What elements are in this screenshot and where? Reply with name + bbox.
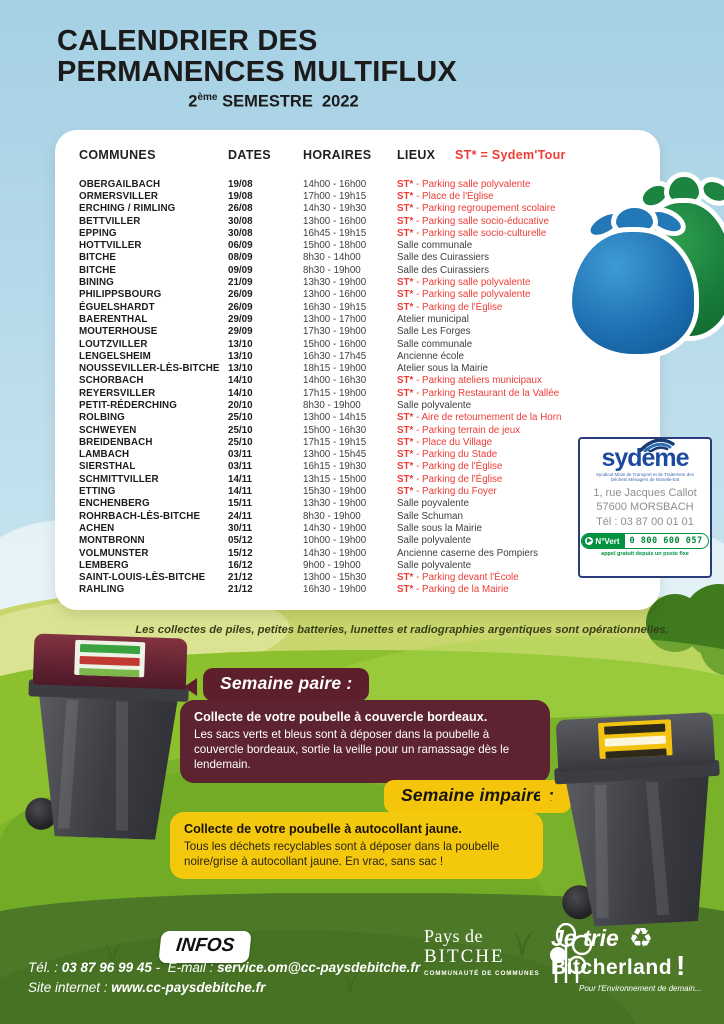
cell-time: 18h15 - 19h00 — [303, 363, 367, 375]
email-address: service.om@cc-paysdebitche.fr — [217, 960, 421, 975]
semaine-impaire-banner: Semaine impaire : — [384, 780, 571, 813]
cell-place: ST* - Parking de l'Église — [397, 473, 503, 485]
table-row — [79, 535, 660, 547]
cell-date: 21/12 — [228, 572, 253, 584]
bin-label — [74, 639, 146, 677]
table-row — [79, 375, 660, 387]
poster-title — [57, 26, 497, 88]
cell-date: 14/11 — [228, 486, 252, 498]
cell-commune: MONTBRONN — [79, 535, 145, 547]
sydeme-waves-icon — [639, 436, 675, 452]
cell-time: 13h00 - 15h30 — [303, 572, 367, 584]
sydeme-address-line1: 1, rue Jacques Callot — [593, 486, 697, 499]
cell-date: 03/11 — [228, 461, 252, 473]
cell-time: 17h00 - 19h15 — [303, 190, 367, 202]
cell-place: Salle Schuman — [397, 510, 463, 522]
cell-commune: PETIT-RÉDERCHING — [79, 399, 177, 411]
table-row — [79, 178, 660, 190]
arrow-left-icon — [184, 678, 197, 696]
cell-place: ST* - Parking ateliers municipaux — [397, 375, 542, 387]
cell-date: 09/09 — [228, 264, 253, 276]
contact-line2 — [28, 980, 265, 995]
trie-text2: Bitcherland — [551, 956, 673, 979]
tel-label: Tél. : — [28, 960, 62, 975]
sydeme-contact-box — [578, 437, 712, 578]
cell-time: 15h00 - 16h30 — [303, 424, 367, 436]
cell-date: 25/10 — [228, 412, 253, 424]
semaine-impaire-box — [170, 812, 543, 879]
cell-commune: HOTTVILLER — [79, 240, 142, 252]
cell-place: ST* - Parking salle socio-éducative — [397, 215, 549, 227]
cell-commune: ACHEN — [79, 522, 115, 534]
cell-place: ST* - Parking de la Mairie — [397, 584, 509, 596]
bin-groove — [594, 784, 609, 918]
bin-lid-bordeaux — [32, 633, 187, 689]
bag-knot — [669, 177, 698, 204]
cell-date: 16/12 — [228, 559, 253, 571]
nvert-label: N°Vert — [595, 536, 620, 546]
header-legend: ST* = Sydem'Tour — [455, 148, 566, 162]
table-row — [79, 522, 660, 534]
numero-vert-badge — [581, 533, 708, 549]
table-row — [79, 399, 660, 411]
cell-time: 15h00 - 18h00 — [303, 240, 367, 252]
bin-body — [34, 692, 178, 840]
title-line2: PERMANENCES MULTIFLUX — [57, 56, 457, 88]
cell-commune: OBERGAILBACH — [79, 178, 161, 190]
cell-place: ST* - Parking de l'Église — [397, 301, 503, 313]
cell-place: Salle communale — [397, 240, 473, 252]
table-row — [79, 412, 660, 424]
recycle-icon: ♻ — [628, 923, 653, 953]
trash-bag-blue-illustration — [572, 202, 694, 354]
cell-date: 30/08 — [228, 227, 253, 239]
cell-date: 03/11 — [228, 449, 252, 461]
cell-date: 13/10 — [228, 363, 253, 375]
collections-note: Les collectes de piles, petites batteries, lunettes et radiographies argentiques sont opérationnelles. — [135, 624, 669, 636]
table-row — [79, 572, 660, 584]
cell-date: 26/09 — [228, 289, 253, 301]
cell-commune: SCHMITTVILLER — [79, 473, 159, 485]
table-row — [79, 387, 660, 399]
paire-box-title — [194, 709, 536, 726]
label-stripe — [80, 644, 139, 654]
bin-groove — [116, 701, 128, 831]
cell-place: Salle polyvalente — [397, 559, 472, 571]
table-row — [79, 473, 660, 485]
subtitle-sup: ème — [197, 92, 218, 103]
cell-time: 17h15 - 19h00 — [303, 387, 367, 399]
nvert-number: 0 800 600 057 — [629, 536, 703, 547]
label-stripe — [605, 748, 666, 759]
cell-time: 16h30 - 19h15 — [303, 301, 367, 313]
cell-place: ST* - Aire de retournement de la Horn — [397, 412, 562, 424]
cell-commune: REYERSVILLER — [79, 387, 156, 399]
cell-commune: SCHORBACH — [79, 375, 144, 387]
cell-time: 8h30 - 19h00 — [303, 510, 361, 522]
cell-place: ST* - Parking salle polyvalente — [397, 277, 531, 289]
cell-date: 29/09 — [228, 326, 253, 338]
cell-commune: VOLMUNSTER — [79, 547, 149, 559]
poster-subtitle — [57, 92, 490, 112]
cell-date: 19/08 — [228, 178, 253, 190]
cell-place: ST* - Parking salle polyvalente — [397, 289, 531, 301]
header-lieux: LIEUX — [397, 148, 436, 162]
subtitle-rest: SEMESTRE 2022 — [217, 92, 359, 111]
cell-date: 20/10 — [228, 399, 253, 411]
pays-de-bitche-text — [424, 927, 540, 977]
cell-date: 25/10 — [228, 424, 253, 436]
table-row — [79, 424, 660, 436]
bag-knot-ear — [700, 179, 724, 205]
cell-time: 13h00 - 14h15 — [303, 412, 367, 424]
cell-time: 8h30 - 14h00 — [303, 252, 361, 264]
cell-place: Salle polyvalente — [397, 535, 472, 547]
cell-time: 14h30 - 19h30 — [303, 203, 367, 215]
cell-place: Salle communale — [397, 338, 473, 350]
cell-date: 26/08 — [228, 203, 253, 215]
cell-date: 13/10 — [228, 338, 253, 350]
cell-time: 14h00 - 16h30 — [303, 375, 367, 387]
pays-line1: Pays de — [424, 926, 483, 946]
cell-time: 9h00 - 19h00 — [303, 559, 361, 571]
cell-time: 16h30 - 19h00 — [303, 584, 367, 596]
subtitle-num: 2 — [188, 92, 198, 111]
nvert-label-segment — [582, 534, 624, 548]
sydeme-logo — [601, 444, 689, 472]
cell-commune: SCHWEYEN — [79, 424, 137, 436]
cell-date: 24/11 — [228, 510, 252, 522]
table-row — [79, 190, 660, 202]
table-row — [79, 510, 660, 522]
impaire-box-title: Collecte de votre poubelle à autocollant jaune. — [184, 822, 462, 836]
cell-place: ST* - Parking du Foyer — [397, 486, 497, 498]
separator: - — [151, 960, 168, 975]
sydeme-tagline: Syndicat Mixte de Transport et de Traitement des Déchets Ménagers de Moselle-Est — [595, 472, 695, 483]
cell-time: 14h00 - 16h00 — [303, 178, 367, 190]
cell-commune: BREIDENBACH — [79, 436, 153, 448]
cell-place: ST* - Parking regroupement scolaire — [397, 203, 556, 215]
table-row — [79, 559, 660, 571]
table-row — [79, 362, 660, 374]
table-row — [79, 461, 660, 473]
label-stripe — [605, 736, 666, 747]
cell-commune: SIERSTHAL — [79, 461, 136, 473]
cell-place: ST* - Place de l'Église — [397, 190, 494, 202]
grass-tuft — [335, 972, 365, 995]
pays-line3: COMMUNAUTÉ DE COMMUNES — [424, 970, 540, 977]
cell-place: Salle des Cuirassiers — [397, 264, 490, 276]
site-label: Site internet : — [28, 980, 112, 995]
cell-time: 17h15 - 19h15 — [303, 436, 367, 448]
cell-time: 13h00 - 16h00 — [303, 215, 367, 227]
semaine-paire-box — [180, 700, 550, 783]
cell-commune: MOUTERHOUSE — [79, 326, 158, 338]
cell-commune: ENCHENBERG — [79, 498, 150, 510]
bag-knot-ear — [648, 208, 683, 235]
cell-place: Ancienne école — [397, 350, 464, 362]
cell-place: ST* - Parking devant l'École — [397, 572, 519, 584]
cell-time: 17h30 - 19h00 — [303, 326, 367, 338]
cell-commune: ETTING — [79, 486, 116, 498]
cell-place: Salle poyvalente — [397, 498, 469, 510]
cell-commune: BITCHE — [79, 252, 117, 264]
cell-date: 05/12 — [228, 535, 253, 547]
yellow-sticker-bin-illustration — [547, 712, 724, 929]
cell-commune: NOUSSEVILLER-LÈS-BITCHE — [79, 363, 220, 375]
cell-date: 14/10 — [228, 387, 253, 399]
cell-commune: BITCHE — [79, 264, 117, 276]
cell-time: 13h00 - 15h45 — [303, 449, 367, 461]
cell-date: 21/09 — [228, 277, 253, 289]
paire-box-period: . — [483, 710, 488, 724]
paire-box-title-bold: Collecte de votre poubelle à couvercle bordeaux — [194, 710, 484, 724]
site-url: www.cc-paysdebitche.fr — [111, 980, 266, 995]
nvert-note: appel gratuit depuis un poste fixe — [601, 551, 689, 558]
cell-commune: LEMBERG — [79, 559, 129, 571]
cell-time: 13h15 - 15h00 — [303, 473, 367, 485]
cell-place: ST* - Parking salle socio-culturelle — [397, 227, 547, 239]
cell-time: 13h30 - 19h00 — [303, 498, 367, 510]
cell-place: Atelier municipal — [397, 313, 469, 325]
cell-time: 15h30 - 19h00 — [303, 486, 367, 498]
bag-body — [572, 232, 694, 354]
schedule-card — [55, 130, 660, 610]
infos-label: INFOS — [175, 935, 236, 956]
cell-commune: BETTVILLER — [79, 215, 141, 227]
bin-lid-gray — [555, 712, 715, 772]
cell-date: 06/09 — [228, 240, 253, 252]
cell-time: 10h00 - 19h00 — [303, 535, 367, 547]
sydeme-address-line2: 57600 MORSBACH — [596, 501, 694, 514]
table-header — [79, 148, 660, 178]
cell-date: 26/09 — [228, 301, 253, 313]
cell-time: 13h30 - 19h00 — [303, 277, 367, 289]
cell-place: ST* - Parking de l'Église — [397, 461, 503, 473]
cell-place: Ancienne caserne des Pompiers — [397, 547, 539, 559]
infos-pill — [158, 931, 251, 963]
cell-commune: LAMBACH — [79, 449, 130, 461]
cell-date: 08/09 — [228, 252, 253, 264]
semaine-paire-banner: Semaine paire : — [203, 668, 369, 701]
cell-commune: ERCHING / RIMLING — [79, 203, 176, 215]
cell-date: 15/12 — [228, 547, 253, 559]
cell-place: Salle Les Forges — [397, 326, 471, 338]
cell-date: 13/10 — [228, 350, 253, 362]
table-row — [79, 436, 660, 448]
table-row — [79, 584, 660, 596]
cell-commune: ÉGUELSHARDT — [79, 301, 155, 313]
title-line1: CALENDRIER DES — [57, 25, 318, 57]
cell-commune: BINING — [79, 277, 114, 289]
sydeme-logo-text: sydème — [601, 444, 689, 472]
je-trie-bitcherland-logo — [551, 925, 701, 993]
cell-time: 14h30 - 19h00 — [303, 547, 367, 559]
cell-date: 21/12 — [228, 584, 253, 596]
cell-commune: BAERENTHAL — [79, 313, 148, 325]
table-row — [79, 449, 660, 461]
trie-line2 — [551, 952, 701, 980]
header-horaires: HORAIRES — [303, 148, 372, 162]
cell-date: 25/10 — [228, 436, 253, 448]
cell-place: ST* - Place du Village — [397, 436, 493, 448]
cell-commune: LOUTZVILLER — [79, 338, 148, 350]
trie-text1: Je trie — [551, 925, 619, 951]
cell-date: 29/09 — [228, 313, 253, 325]
label-stripe — [604, 724, 665, 735]
cell-commune: EPPING — [79, 227, 117, 239]
cell-date: 15/11 — [228, 498, 252, 510]
cell-time: 14h30 - 19h00 — [303, 522, 367, 534]
bordeaux-bin-illustration — [19, 633, 196, 841]
header-communes: COMMUNES — [79, 148, 156, 162]
cell-time: 15h00 - 16h00 — [303, 338, 367, 350]
trie-bang: ! — [676, 950, 686, 981]
trie-line1 — [551, 925, 701, 952]
cell-commune: LENGELSHEIM — [79, 350, 151, 362]
trie-tagline: Pour l'Environnement de demain... — [579, 984, 702, 993]
cell-time: 13h00 - 16h00 — [303, 289, 367, 301]
cell-place: Salle des Cuirassiers — [397, 252, 490, 264]
cell-time: 16h15 - 19h30 — [303, 461, 367, 473]
paire-box-text: Les sacs verts et bleus sont à déposer dans la poubelle à couvercle bordeaux, sortie la veille pour un ramassage dès le lendemain. — [194, 727, 510, 772]
cell-time: 16h30 - 17h45 — [303, 350, 367, 362]
cell-time: 8h30 - 19h00 — [303, 264, 361, 276]
cell-commune: ORMERSVILLER — [79, 190, 159, 202]
cell-date: 30/11 — [228, 522, 252, 534]
cell-commune: ROLBING — [79, 412, 125, 424]
header-dates: DATES — [228, 148, 271, 162]
cell-commune: SAINT-LOUIS-LÈS-BITCHE — [79, 572, 206, 584]
cell-commune: PHILIPPSBOURG — [79, 289, 162, 301]
cell-time: 13h00 - 17h00 — [303, 313, 367, 325]
cell-time: 8h30 - 19h00 — [303, 399, 361, 411]
tel-number: 03 87 96 99 45 — [61, 960, 152, 975]
table-row — [79, 547, 660, 559]
table-row — [79, 485, 660, 497]
impaire-box-text: Tous les déchets recyclables sont à déposer dans la poubelle noire/grise à autocollant jaune. En vrac, sans sac ! — [184, 839, 500, 868]
pays-line2: BITCHE — [424, 946, 505, 967]
cell-date: 30/08 — [228, 215, 253, 227]
label-stripe — [80, 668, 139, 677]
cell-date: 14/10 — [228, 375, 253, 387]
cell-commune: RAHLING — [79, 584, 125, 596]
cell-place: Atelier sous la Mairie — [397, 363, 488, 375]
sydeme-phone: Tél : 03 87 00 01 01 — [596, 515, 694, 528]
table-row — [79, 498, 660, 510]
play-icon: ▶ — [587, 538, 592, 545]
cell-place: Salle polyvalente — [397, 399, 472, 411]
cell-date: 14/11 — [228, 473, 252, 485]
cell-place: ST* - Parking Restaurant de la Vallée — [397, 387, 560, 399]
cell-time: 16h45 - 19h15 — [303, 227, 367, 239]
cell-place: ST* - Parking du Stade — [397, 449, 498, 461]
cell-place: ST* - Parking salle polyvalente — [397, 178, 531, 190]
cell-place: Salle sous la Mairie — [397, 522, 482, 534]
bag-knot — [616, 208, 653, 232]
cell-date: 19/08 — [228, 190, 253, 202]
cell-commune: ROHRBACH-LÈS-BITCHE — [79, 510, 201, 522]
label-stripe — [80, 656, 139, 666]
cell-place: ST* - Parking terrain de jeux — [397, 424, 521, 436]
email-label: E-mail : — [167, 960, 218, 975]
contact-line1 — [28, 960, 420, 975]
bin-label — [598, 719, 672, 759]
